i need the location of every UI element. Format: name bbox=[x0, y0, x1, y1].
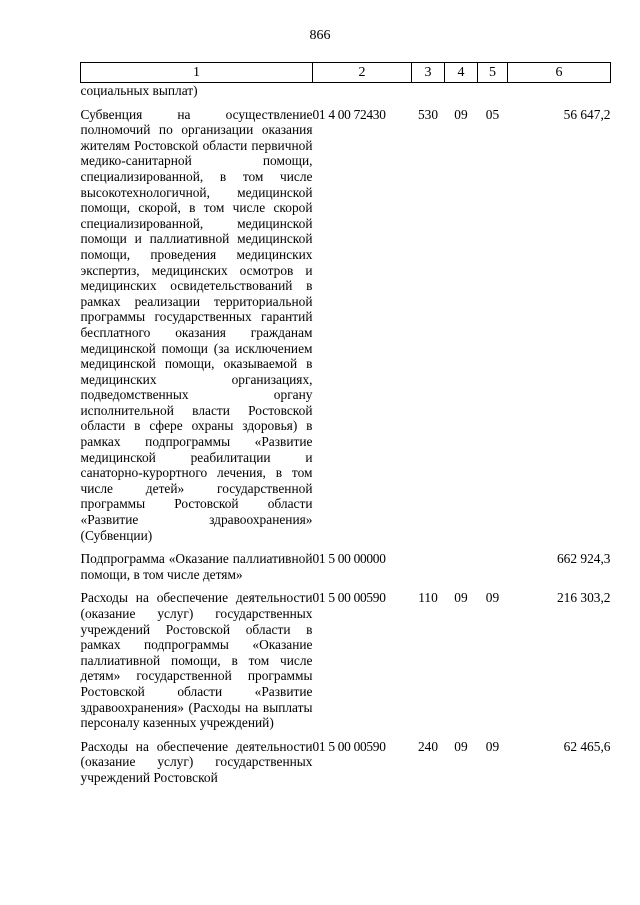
row-subsection: 09 bbox=[485, 590, 500, 606]
continuation-text: социальных выплат) bbox=[80, 83, 198, 98]
table-header-row bbox=[81, 63, 611, 83]
row-target-code: 01 5 00 00000 bbox=[312, 551, 386, 567]
table-row bbox=[81, 582, 611, 730]
table-row bbox=[81, 99, 611, 544]
row-amount: 216 303,2 bbox=[556, 590, 611, 606]
row-expense-type: 240 bbox=[417, 738, 439, 754]
page-number: 866 bbox=[309, 28, 331, 43]
row-description: Расходы на обеспечение деятельности (оказание услуг) государственных учреждений Ростовской области в рамках подпрограммы «Оказание паллиативной помощи, в том числе детям» государственной программы Ростовской области «Развитие здравоохранения» (Расходы на выплаты персоналу казенных учреждений) bbox=[80, 590, 313, 731]
column-header-6: 6 bbox=[508, 63, 611, 83]
budget-table bbox=[80, 62, 611, 786]
row-target-code: 01 4 00 72430 bbox=[312, 106, 386, 122]
row-expense-type: 110 bbox=[418, 590, 438, 606]
row-target-code: 01 5 00 00590 bbox=[312, 590, 386, 606]
continuation-row bbox=[81, 83, 611, 99]
row-section bbox=[445, 543, 478, 582]
table-row bbox=[81, 731, 611, 786]
row-amount: 662 924,3 bbox=[556, 551, 611, 567]
row-description: Расходы на обеспечение деятельности (оказание услуг) государственных учреждений Ростовской bbox=[80, 738, 313, 785]
column-header-1: 1 bbox=[81, 63, 313, 83]
column-header-3: 3 bbox=[412, 63, 445, 83]
row-amount: 62 465,6 bbox=[563, 738, 611, 754]
row-section: 09 bbox=[454, 590, 468, 606]
column-header-4: 4 bbox=[445, 63, 478, 83]
row-target-code: 01 5 00 00590 bbox=[312, 738, 386, 754]
row-expense-type: 530 bbox=[417, 106, 439, 122]
row-section: 09 bbox=[454, 106, 468, 122]
column-header-2: 2 bbox=[313, 63, 412, 83]
row-amount: 56 647,2 bbox=[563, 106, 611, 122]
row-subsection bbox=[478, 543, 508, 582]
row-subsection: 09 bbox=[485, 738, 500, 754]
row-description: Субвенция на осуществление полномочий по организации оказания жителям Ростовской области первичной медико-санитарной помощи, специализированной, в том числе высокотехнологичной, медицинской помощи, скорой, в том числе скорой специализированной, медицинской помощи и паллиативной медицинской помощи, проведения медицинских экспертиз, медицинских осмотров и медицинских освидетельствований в рамках реализации территориальной программы государственных гарантий бесплатного оказания гражданам медицинской помощи (за исключением медицинской помощи, оказываемой в медицинских организациях, подведомственных органу исполнительной власти Ростовской области в сфере охраны здоровья) в рамках подпрограммы «Развитие медицинской реабилитации и санаторно-курортного лечения, в том числе детей» государственной программы Ростовской области «Развитие здравоохранения» (Субвенции) bbox=[80, 106, 313, 543]
row-section: 09 bbox=[454, 738, 468, 754]
row-description: Подпрограмма «Оказание паллиативной помощи, в том числе детям» bbox=[80, 551, 313, 582]
row-expense-type bbox=[412, 543, 445, 582]
table-row bbox=[81, 543, 611, 582]
column-header-5: 5 bbox=[478, 63, 508, 83]
row-subsection: 05 bbox=[485, 106, 500, 122]
